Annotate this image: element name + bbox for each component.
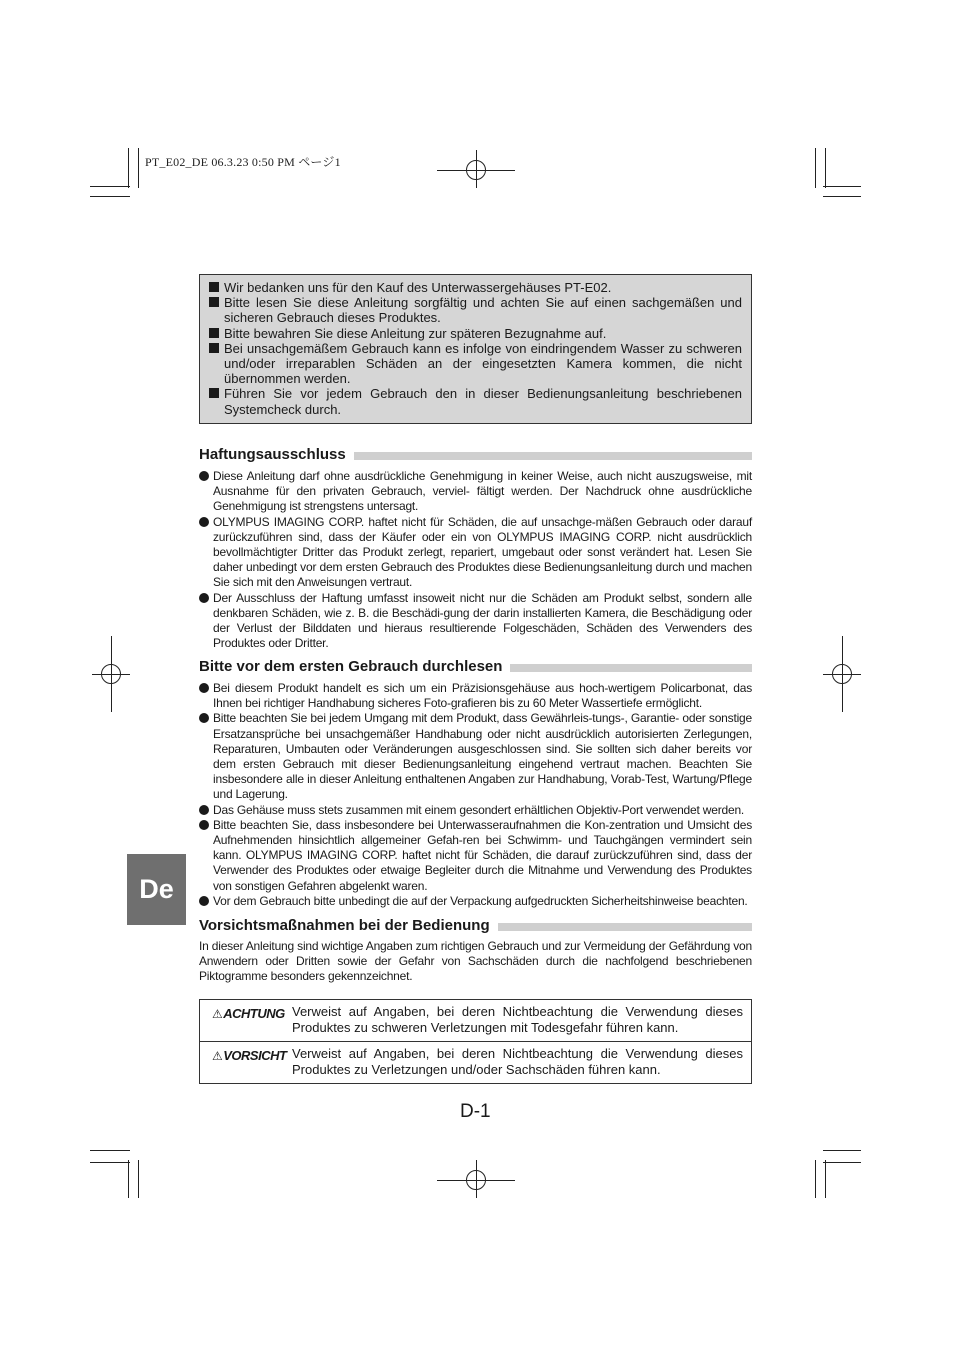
bullet-icon — [199, 820, 209, 830]
warning-row-achtung — [200, 1000, 751, 1041]
section-title: Haftungsausschluss — [199, 446, 346, 463]
warning-description: Verweist auf Angaben, bei deren Nichtbeachtung die Verwendung dieses Produktes zu schweren Verletzungen mit Todesgefahr führen kann. — [292, 1004, 743, 1035]
language-tab: De — [127, 854, 186, 925]
list-item: Das Gehäuse muss stets zusammen mit einem gesondert erhältlichen Objektiv-Port verwendet werden. — [199, 803, 752, 818]
heading-bar — [354, 452, 752, 460]
crop-mark — [90, 1150, 130, 1151]
warning-description: Verweist auf Angaben, bei deren Nichtbeachtung die Verwendung dieses Produktes zu Verletzungen und/oder Sachschäden führen kann. — [292, 1046, 743, 1077]
crop-mark — [90, 196, 130, 197]
crop-mark — [815, 1160, 816, 1198]
notice-box — [199, 274, 752, 424]
notice-item: Führen Sie vor jedem Gebrauch den in dieser Bedienungsanleitung beschriebenen Systemcheck durch. — [209, 386, 742, 416]
warning-triangle-icon: ⚠ — [212, 1007, 223, 1021]
list-item: Vor dem Gebrauch bitte unbedingt die auf der Verpackung aufgedruckten Sicherheitshinweise beachten. — [199, 894, 752, 909]
list-item: OLYMPUS IMAGING CORP. haftet nicht für Schäden, die auf unsachge-mäßen Gebrauch oder darauf zurückzuführen sind, dass der Käufer oder ein von OLYMPUS IMAGING CORP. nicht ausdrücklich bevollmächtigter Dritter das Produkt zerlegt, repariert, umgebaut oder sonst verändert hat. Lesen Sie daher unbedingt vor dem ersten Gebrauch des Produktes diese Bedienungsanleitung durch und machen Sie sich mit den Anweisungen vertraut. — [199, 515, 752, 591]
square-bullet-icon — [209, 388, 219, 398]
crop-mark — [128, 148, 129, 188]
bullet-icon — [199, 805, 209, 815]
section-heading-erster-gebrauch — [199, 658, 752, 675]
bullet-icon — [199, 896, 209, 906]
notice-item: Wir bedanken uns für den Kauf des Unterwassergehäuses PT-E02. — [209, 280, 742, 295]
crop-mark — [823, 1150, 861, 1151]
page-number: D-1 — [460, 1101, 491, 1122]
list-item: Bitte beachten Sie, dass insbesondere bei Unterwasseraufnahmen die Kon-zentration und Umsicht des Aufnehmenden hinsichtlich allgemeiner Gefah-ren bei Schwimm- und Tauchgängen vermindert sein kann. OLYMPUS IMAGING CORP. haftet nicht für Schäden, die darauf zurückzuführen sind, dass der Verwender des Produktes oder etwaige Begleiter durch die Mitnahme und Verwendung des Produktes von sonstigen Gefahren abgelenkt waren. — [199, 818, 752, 894]
bullet-list-haftung — [199, 469, 752, 651]
square-bullet-icon — [209, 343, 219, 353]
heading-bar — [498, 923, 752, 931]
warning-row-vorsicht — [200, 1041, 751, 1083]
warning-label: ⚠VORSICHT — [212, 1048, 287, 1063]
bullet-icon — [199, 471, 209, 481]
list-item: Bitte beachten Sie bei jedem Umgang mit dem Produkt, dass Gewährleis-tungs-, Garantie- oder sonstige Ersatzansprüche bei unsachgemäßer Handhabung oder nicht ausdrücklich autorisierten Zerlegungen, Reparaturen, Umbauten oder Veränderungen ausgeschlossen sind. Sie sollten sich daher bereits vor dem ersten Gebrauch mit dieser Bedienungsanleitung eingehend vertraut machen. Beachten Sie insbesondere alle in dieser Anleitung enthaltenen Angaben zur Handhabung, Vorab-Test, Wartung/Pflege und Lagerung. — [199, 711, 752, 802]
list-item: Bei diesem Produkt handelt es sich um ein Präzisionsgehäuse aus hoch-wertigem Policarbonat, das Ihnen bei richtiger Handhabung sicheres Foto-grafieren bis zu 60 Meter Wassertiefe ermöglicht. — [199, 681, 752, 711]
crop-mark — [823, 196, 861, 197]
crop-mark — [90, 1162, 130, 1163]
square-bullet-icon — [209, 328, 219, 338]
list-item: Der Ausschluss der Haftung umfasst insoweit nicht nur die Schäden am Produkt selbst, sondern alle denkbaren Schäden, wie z. B. die Beschädi-gung der darin installierten Kamera, die Beschädigung oder der Verlust der Bilddaten und hieraus resultierende Folgeschäden, Schäden des Verwenders des Produktes oder Dritter. — [199, 591, 752, 652]
warning-label: ⚠ACHTUNG — [212, 1006, 285, 1021]
section-heading-haftungsausschluss — [199, 446, 752, 463]
warning-table — [199, 999, 752, 1084]
square-bullet-icon — [209, 282, 219, 292]
bullet-icon — [199, 517, 209, 527]
crop-mark — [825, 148, 826, 188]
list-item: Diese Anleitung darf ohne ausdrückliche Genehmigung in keiner Weise, auch nicht auszugsweise, mit Ausnahme für den privaten Gebrauch, verviel- fältigt werden. Der Nachdruck ohne ausdrückliche Genehmigung ist strengstens untersagt. — [199, 469, 752, 515]
bullet-list-gebrauch — [199, 681, 752, 909]
crop-mark — [90, 186, 130, 187]
bullet-icon — [199, 593, 209, 603]
square-bullet-icon — [209, 297, 219, 307]
crop-mark — [138, 1160, 139, 1198]
intro-paragraph: In dieser Anleitung sind wichtige Angaben zum richtigen Gebrauch und zur Vermeidung der Gefährdung von Anwendern oder Dritten sowie der Gefahr von Sachschäden durch die nachfolgend beschriebenen Piktogramme besonders gekennzeichnet. — [199, 939, 752, 984]
warning-triangle-icon: ⚠ — [212, 1049, 223, 1063]
notice-item: Bitte bewahren Sie diese Anleitung zur späteren Bezugnahme auf. — [209, 326, 742, 341]
crop-mark — [825, 1160, 826, 1198]
heading-bar — [510, 664, 752, 672]
crop-mark — [138, 148, 139, 188]
crop-mark — [128, 1160, 129, 1198]
bullet-icon — [199, 683, 209, 693]
bullet-icon — [199, 713, 209, 723]
notice-item: Bitte lesen Sie diese Anleitung sorgfältig und achten Sie auf einen sachgemäßen und sicheren Gebrauch dieses Produktes. — [209, 295, 742, 325]
notice-item: Bei unsachgemäßem Gebrauch kann es infolge von eindringendem Wasser zu schweren und/oder irreparablen Schäden an der eingesetzten Kamera kommen, die nicht übernommen werden. — [209, 341, 742, 387]
section-title: Bitte vor dem ersten Gebrauch durchlesen — [199, 658, 503, 675]
section-heading-vorsicht — [199, 917, 752, 934]
crop-mark — [823, 1162, 861, 1163]
crop-mark — [823, 186, 861, 187]
print-header-stamp: PT_E02_DE 06.3.23 0:50 PM ページ1 — [145, 155, 341, 169]
section-title: Vorsichtsmaßnahmen bei der Bedienung — [199, 917, 490, 934]
crop-mark — [815, 148, 816, 188]
